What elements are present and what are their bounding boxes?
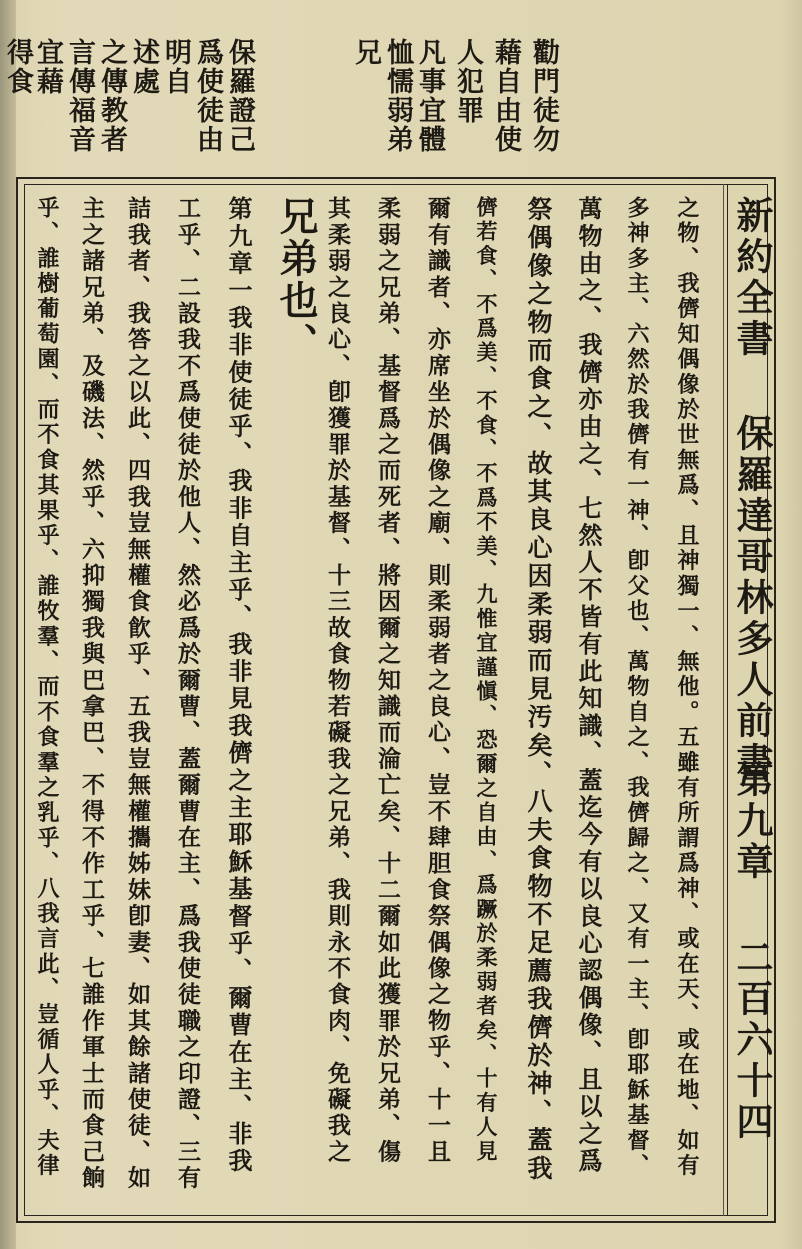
body-line-12: 詰我者、我答之以此、四我豈無權食飮乎、五我豈無權攜姊妹卽妻、如其餘諸使徒、如 xyxy=(124,196,151,1192)
body-line-4: 祭偶像之物而食之、故其良心因柔弱而見汚矣、八夫食物不足薦我儕於神、蓋我 xyxy=(524,196,553,1183)
body-line-1: 之物、我儕知偶像於世無爲、且神獨一、無他。五雖有所謂爲神、或在天、或在地、如有 xyxy=(674,196,700,1179)
top-note-left-7: 宜藉 xyxy=(32,38,63,96)
running-head-rule-2 xyxy=(723,184,724,1216)
body-line-14: 乎、誰樹葡萄園、而不食其果乎、誰牧羣、而不食羣之乳乎、八我言此、豈循人乎、夫律 xyxy=(34,196,60,1179)
top-note-right-1: 勸門徒勿 xyxy=(528,38,559,154)
body-line-5: 儕若食、不爲美、不食、不爲不美、九惟宜謹愼、恐爾之自由、爲蹶於柔弱者矣、十有人見 xyxy=(474,196,499,1164)
top-note-right-6: 兄 xyxy=(350,38,381,67)
body-line-2: 多神多主、六然於我儕有一神、卽父也、萬物自之、我儕歸之、又有一主、卽耶穌基督、 xyxy=(624,196,650,1179)
top-note-right-5: 恤懦弱弟 xyxy=(382,38,413,154)
running-head-title: 保羅達哥林多人前書 xyxy=(730,414,774,783)
book-binding xyxy=(0,0,16,1249)
body-line-13: 主之諸兄弟、及磯法、然乎、六抑獨我與巴拿巴、不得不作工乎、七誰作軍士而食己餉 xyxy=(78,196,105,1192)
top-note-left-4: 述處 xyxy=(128,38,159,96)
running-head-page: 二百六十四 xyxy=(730,938,774,1143)
body-line-7: 柔弱之兄弟、基督爲之而死者、將因爾之知識而淪亡矣、十二爾如此獲罪於兄弟、傷 xyxy=(374,196,401,1166)
top-note-left-1: 保羅證己 xyxy=(224,38,255,154)
body-line-3: 萬物由之、我儕亦由之、七然人不皆有此知識、蓋迄今有以良心認偶像、且以之爲 xyxy=(574,196,603,1176)
body-line-11: 工乎、二設我不爲使徒於他人、然必爲於爾曹、蓋爾曹在主、爲我使徒職之印證、三有 xyxy=(174,196,201,1192)
top-note-left-2: 爲使徒由 xyxy=(192,38,223,154)
running-head-chapter: 第九章 xyxy=(730,760,774,883)
top-note-right-3: 人犯罪 xyxy=(452,38,483,125)
top-note-left-8: 得食 xyxy=(2,38,33,96)
body-line-6: 爾有識者、亦席坐於偶像之廟、則柔弱者之良心、豈不肆胆食祭偶像之物乎、十一且 xyxy=(424,196,451,1166)
top-note-right-4: 凡事宜體 xyxy=(414,38,445,154)
body-line-8: 其柔弱之良心、卽獲罪於基督、十三故食物若礙我之兄弟、我則永不食肉、免礙我之 xyxy=(324,196,351,1166)
body-line-10: 第九章一我非使徒乎、我非自主乎、我非見我儕之主耶穌基督乎、爾曹在主、非我 xyxy=(224,196,253,1176)
top-note-right-2: 藉自由使 xyxy=(490,38,521,154)
running-head-book: 新約全書 xyxy=(730,196,774,360)
top-note-left-5: 之傳教者 xyxy=(96,38,127,154)
top-note-left-3: 明自 xyxy=(160,38,191,96)
body-line-9: 兄弟也、 xyxy=(273,196,319,365)
running-head-rule xyxy=(727,184,728,1216)
top-note-left-6: 言傳福音 xyxy=(64,38,95,154)
